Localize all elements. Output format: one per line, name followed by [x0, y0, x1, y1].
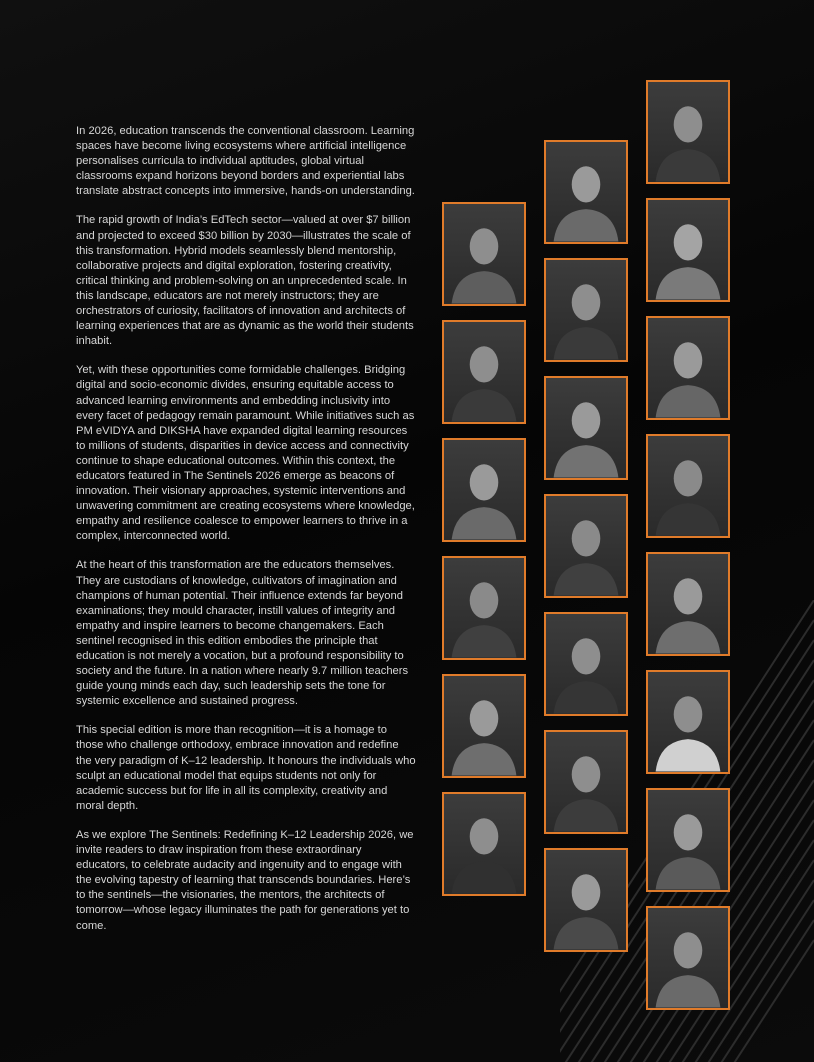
- portrait-photo: [646, 788, 730, 892]
- portrait-photo: [442, 438, 526, 542]
- portrait-photo: [646, 80, 730, 184]
- portrait-photo: [442, 792, 526, 896]
- editorial-article: [76, 124, 416, 948]
- portrait-photo: [646, 198, 730, 302]
- paragraph-1: In 2026, education transcends the conventional classroom. Learning spaces have become living ecosystems where artificial intelligence personalises curricula to individual aptitudes, global virtual classrooms expand horizons beyond borders and experiential labs translate abstract concepts into immersive, hands-on understanding.: [76, 125, 415, 198]
- paragraph-3: Yet, with these opportunities come formidable challenges. Bridging digital and socio-economic divides, ensuring equitable access to advanced learning environments and embedding inclusivity into every facet of pedagogy remain paramount. While initiatives such as PM eVIDYA and DIKSHA have expanded digital learning resources to millions of students, disparities in device access and connectivity continue to shape educational outcomes. Within this context, the educators featured in The Sentinels 2026 emerge as beacons of innovation. Their visionary approaches, systemic interventions and unwavering commitment are creating ecosystems where knowledge, empathy and resilience coalesce to empower learners to thrive in a complex, interconnected world.: [76, 364, 415, 543]
- portrait-photo: [544, 730, 628, 834]
- paragraph-2: The rapid growth of India’s EdTech sector—valued at over $7 billion and projected to exceed $30 billion by 2030—illustrates the scale of this transformation. Hybrid models seamlessly blend mentorship, collaborative projects and digital exploration, fostering creativity, critical thinking and problem-solving on an unprecedented scale. In this landscape, educators are not merely instructors; they are orchestrators of curiosity, facilitators of innovation and architects of learning experiences that are as dynamic as the world their students inhabit.: [76, 214, 414, 348]
- portrait-photo: [442, 556, 526, 660]
- portrait-photo: [544, 258, 628, 362]
- portrait-photo: [544, 376, 628, 480]
- portrait-photo: [646, 316, 730, 420]
- portrait-photo: [544, 140, 628, 244]
- portrait-photo: [442, 674, 526, 778]
- portrait-photo: [544, 494, 628, 598]
- portrait-photo: [646, 434, 730, 538]
- portrait-photo: [442, 320, 526, 424]
- paragraph-4: At the heart of this transformation are the educators themselves. They are custodians of knowledge, cultivators of imagination and champions of human potential. Their influence extends far beyond examinations; they mould character, instill values of integrity and empathy and inspire learners to become changemakers. Each sentinel recognised in this edition embodies the principle that education is not merely a vocation, but a profound responsibility to society and the future. In a nation where nearly 9.7 million teachers guide young minds each day, such leadership sets the tone for systemic excellence and sustained progress.: [76, 559, 409, 708]
- paragraph-5: This special edition is more than recognition—it is a homage to those who challenge orthodoxy, embrace innovation and redefine the very paradigm of K–12 leadership. It honours the individuals who sculpt an educational model that equips students not only for academic success but for life in all its complexity, creativity and moral depth.: [76, 724, 416, 812]
- portrait-photo: [544, 848, 628, 952]
- portrait-photo: [646, 906, 730, 1010]
- portrait-photo: [646, 552, 730, 656]
- paragraph-6: As we explore The Sentinels: Redefining K–12 Leadership 2026, we invite readers to draw inspiration from these extraordinary educators, to celebrate audacity and ingenuity and to engage with the evolving tapestry of learning that transcends boundaries. Here’s to the sentinels—the visionaries, the mentors, the architects of tomorrow—whose legacy illuminates the path for generations yet to come.: [76, 828, 414, 932]
- portrait-photo: [442, 202, 526, 306]
- portrait-photo: [544, 612, 628, 716]
- portrait-photo: [646, 670, 730, 774]
